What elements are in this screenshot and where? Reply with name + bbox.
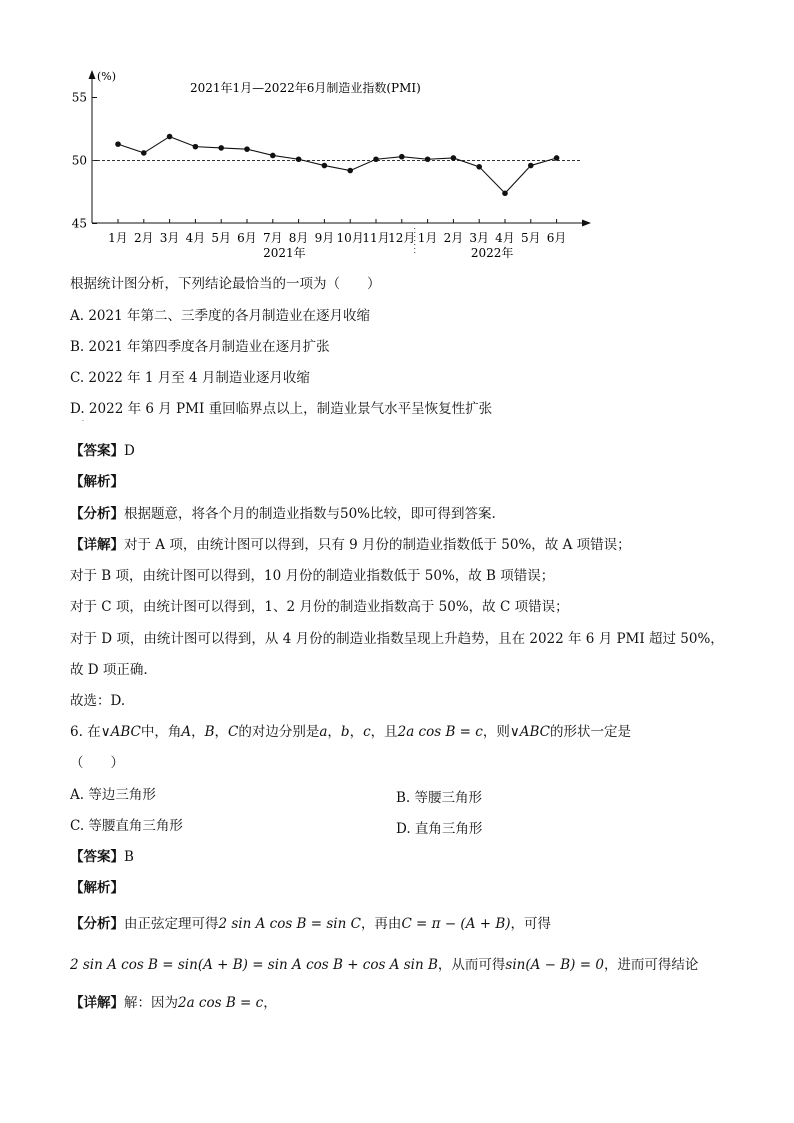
q6-stem-c: 的对边分别是 — [238, 724, 320, 740]
detail-text-b: ， — [263, 995, 277, 1011]
pmi-line-chart — [60, 60, 600, 270]
q5-detail-4: 对于 D 项，由统计图可以得到，从 4 月份的制造业指数呈现上升趋势，且在 2022 年 6 月 PMI 超过 50%， — [70, 631, 724, 647]
x-tick-label: 4月 — [495, 231, 515, 245]
y-tick-label: 45 — [71, 216, 87, 231]
q5-fenxi — [70, 505, 496, 523]
q6-stem-b: 中，角 — [140, 724, 182, 740]
q6-option-c: C. 等腰直角三角形 — [70, 818, 183, 834]
q6-side-a: a — [319, 724, 328, 740]
fenxi-eq-3: 2 sin A cos B = sin(A + B) = sin A cos B + cos A sin B — [70, 957, 438, 973]
x-tick-label: 3月 — [469, 231, 490, 245]
q6-analysis-tag — [70, 879, 124, 897]
x-tick-label: 1月 — [417, 231, 438, 245]
x-tick-label: 7月 — [262, 231, 283, 245]
data-point — [528, 163, 534, 169]
fenxi-text-a: 由正弦定理可得 — [124, 916, 219, 932]
x-tick-label: 12月 — [388, 231, 416, 245]
q6-triangle-1: ∨ABC — [100, 724, 141, 740]
data-point — [399, 154, 405, 160]
data-point — [141, 150, 147, 156]
q6-option-b: B. 等腰三角形 — [396, 790, 483, 806]
q6-stem-a: 在 — [87, 724, 101, 740]
q5-option-d: D. 2022 年 6 月 PMI 重回临界点以上，制造业景气水平呈恢复性扩张 — [70, 401, 493, 417]
fenxi-text-b: ，再由 — [360, 916, 402, 932]
x-tick-label: 10月 — [336, 231, 364, 245]
fenxi-tag: 【分析】 — [70, 916, 124, 932]
data-point — [502, 190, 508, 196]
q6-stem-e: ，则 — [482, 724, 510, 740]
fenxi-eq-2: C = π − (A + B) — [401, 916, 511, 932]
x-tick-label: 3月 — [159, 231, 180, 245]
q5-answer — [70, 442, 135, 460]
data-point — [270, 153, 276, 159]
x-tick-label: 8月 — [288, 231, 309, 245]
y-axis-label: (%) — [97, 70, 117, 83]
year-label-2021: 2021年 — [263, 246, 306, 260]
q5-detail-3: 对于 C 项，由统计图可以得到，1、2 月份的制造业指数高于 50%，故 C 项错误； — [70, 599, 569, 615]
x-tick-label: 11月 — [362, 231, 390, 245]
q5-detail-2: 对于 B 项，由统计图可以得到，10 月份的制造业指数低于 50%，故 B 项错误； — [70, 568, 555, 584]
fenxi-text: 根据题意，将各个月的制造业指数与50%比较，即可得到答案. — [124, 506, 496, 522]
detail-text-a: 解：因为 — [124, 995, 178, 1011]
fenxi-text-e: ，进而可得结论 — [603, 957, 699, 973]
q6-detail — [70, 994, 277, 1012]
data-point — [115, 141, 121, 147]
y-tick-label: 55 — [71, 90, 87, 105]
q5-option-b: B. 2021 年第四季度各月制造业在逐月扩张 — [70, 339, 330, 355]
x-tick-label: 5月 — [520, 231, 541, 245]
answer-value: B — [124, 849, 134, 865]
q5-stem: 根据统计图分析，下列结论最恰当的一项为（ ） — [70, 276, 381, 292]
analysis-tag: 【解析】 — [70, 474, 124, 490]
y-axis-arrow — [89, 70, 96, 79]
q6-option-d: D. 直角三角形 — [396, 821, 483, 837]
data-point — [218, 145, 224, 151]
answer-tag: 【答案】 — [70, 849, 124, 865]
q6-angle-b: B — [204, 724, 215, 740]
data-point — [347, 168, 353, 174]
detail-tag: 【详解】 — [70, 995, 124, 1011]
x-tick-label: 1月 — [108, 231, 128, 245]
answer-tag: 【答案】 — [70, 443, 124, 459]
data-point — [167, 134, 173, 140]
x-tick-label: 2月 — [443, 231, 464, 245]
fenxi-text-c: ，可得 — [510, 916, 552, 932]
answer-value: D — [124, 443, 135, 459]
q6-angle-c: C — [228, 724, 239, 740]
q5-analysis-tag — [70, 473, 124, 491]
x-axis-arrow — [582, 220, 591, 227]
data-point — [476, 164, 482, 170]
data-point — [425, 156, 431, 162]
pmi-chart — [60, 60, 600, 270]
data-point — [193, 144, 199, 150]
detail-eq: 2a cos B = c — [178, 995, 264, 1011]
data-point — [244, 146, 250, 152]
x-tick-label: 6月 — [237, 231, 257, 245]
fenxi-text-d: ，从而可得 — [437, 957, 506, 973]
q5-detail-6: 故选：D. — [70, 693, 126, 709]
q6-condition: 2a cos B = c — [397, 724, 483, 740]
fenxi-eq-4: sin(A − B) = 0 — [505, 957, 604, 973]
x-tick-label: 4月 — [185, 231, 206, 245]
q6-angle-a: A — [181, 724, 192, 740]
q5-option-c: C. 2022 年 1 月至 4 月制造业逐月收缩 — [70, 370, 310, 386]
detail-text: 对于 A 项，由统计图可以得到，只有 9 月份的制造业指数低于 50%，故 A 项错误； — [124, 537, 631, 553]
q6-stem: 6. 在∨ABC中，角A，B，C的对边分别是a，b，c，且2a cos B = c，则∨ABC的形状一定是 — [70, 724, 631, 740]
data-point — [451, 155, 457, 161]
data-point — [554, 155, 560, 161]
q6-side-c: c — [363, 724, 371, 740]
q6-side-b: b — [340, 724, 350, 740]
x-tick-label: 9月 — [314, 231, 335, 245]
data-point — [296, 156, 302, 162]
x-tick-label: 6月 — [546, 231, 567, 245]
q5-detail-1 — [70, 536, 631, 554]
data-point — [373, 156, 379, 162]
chart-title: 2021年1月—2022年6月制造业指数(PMI) — [190, 81, 421, 95]
q6-answer — [70, 848, 134, 866]
x-tick-label: 5月 — [211, 231, 232, 245]
q6-option-a: A. 等边三角形 — [70, 787, 156, 803]
q6-fenxi — [70, 915, 551, 933]
q6-triangle-2: ∨ABC — [509, 724, 550, 740]
fenxi-tag: 【分析】 — [70, 506, 124, 522]
analysis-tag: 【解析】 — [70, 880, 124, 896]
year-label-2022: 2022年 — [470, 246, 514, 260]
data-point — [322, 163, 328, 169]
y-tick-label: 50 — [71, 153, 87, 168]
q6-fenxi-line2 — [70, 956, 698, 974]
q6-stem-f: 的形状一定是 — [549, 724, 631, 740]
pmi-series-line — [118, 137, 557, 194]
detail-tag: 【详解】 — [70, 537, 124, 553]
x-tick-label: 2月 — [133, 231, 154, 245]
stray-dot: · — [82, 418, 84, 425]
q6-stem-d: ，且 — [370, 724, 398, 740]
q6-number: 6. — [70, 724, 83, 740]
q6-paren: （ ） — [70, 755, 124, 771]
fenxi-eq-1: 2 sin A cos B = sin C — [218, 916, 361, 932]
q5-detail-5: 故 D 项正确. — [70, 662, 148, 678]
q5-option-a: A. 2021 年第二、三季度的各月制造业在逐月收缩 — [70, 308, 370, 324]
